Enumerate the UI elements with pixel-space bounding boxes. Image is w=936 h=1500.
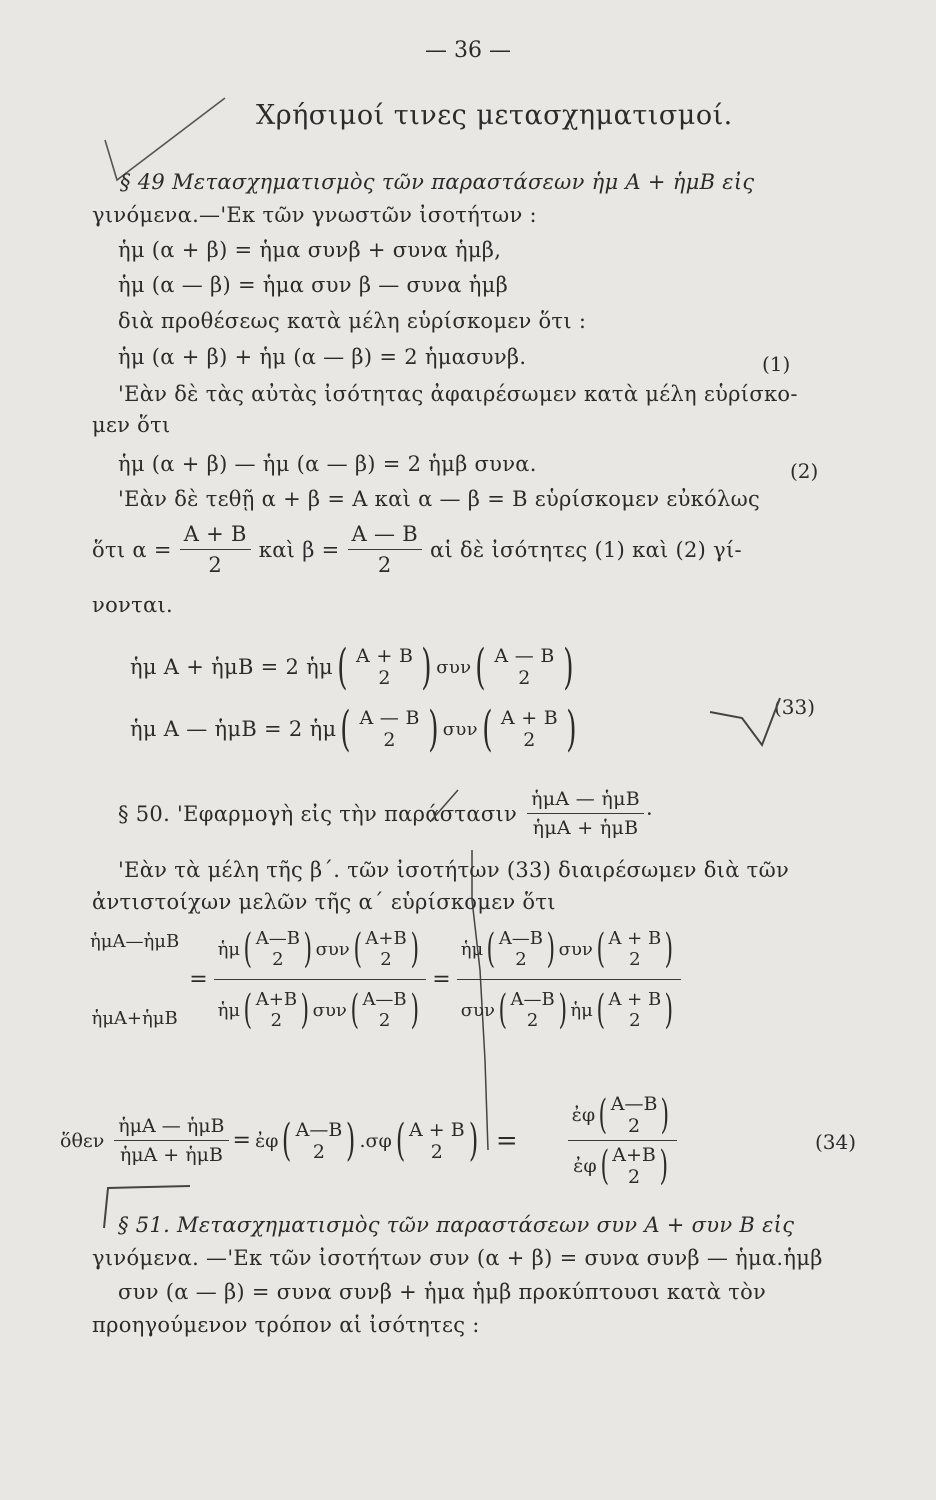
s49-text6: νονται. [92,593,173,617]
paren-open: ( [340,701,352,757]
formula-lhs: ἡμ Α — ἡμΒ = 2 ἡμ [130,717,337,741]
syn-label: συν [315,938,350,960]
frac-den: 2 [272,949,284,970]
formula-33a [130,639,578,695]
frac [499,928,543,970]
frac-bar [180,549,251,550]
s50-line [118,788,653,839]
paren-open: ( [598,1092,608,1138]
check-mark-icon [700,690,820,750]
page-number: — 36 — [425,38,511,63]
s49-text4: 'Εὰν δὲ τεθῇ α + β = Α καὶ α — β = Β εὑρίσκομεν εὐκόλως [118,487,761,511]
frac-den: 2 [518,667,531,689]
paren-open: ( [243,926,253,972]
hothen-lhs [114,1115,228,1166]
ratio-lhs [86,931,183,1029]
paren-open: ( [337,639,348,695]
paren-open: ( [243,987,253,1033]
s50-fraction [527,788,644,839]
formula-mid: συν [436,656,472,678]
frac-dot: · [646,801,653,826]
frac-den: 2 [312,1140,326,1163]
frac-num: ἡμΑ — ἡμΒ [118,1115,225,1137]
frac-bar [214,979,427,980]
s49-text2: 'Εὰν δὲ τὰς αὐτὰς ἰσότητας ἀφαιρέσωμεν κατὰ μέλη εὑρίσκο- [118,382,798,406]
paren-open: ( [395,1114,406,1166]
syn-label: συν [558,938,593,960]
eq-label-2: (2) [790,459,819,483]
frac-bar [457,979,681,980]
s51-line3: συν (α — β) = συνα συνβ + ἡμα ἡμβ προκύπτουσι κατὰ τὸν [118,1280,767,1304]
frac-den: 2 [515,949,527,970]
frac-den: 2 [383,729,396,751]
hothen-rhs [568,1093,677,1188]
paren-open: ( [282,1114,292,1166]
frac [612,1144,656,1188]
formula-mid: συν [442,718,478,740]
s51-line2: γινόμενα. —'Εκ τῶν ἰσοτήτων συν (α + β) = συνα συνβ — ἡμα.ἡμβ [92,1246,823,1270]
frac-num [457,928,681,976]
frac [409,1119,465,1163]
frac [355,707,423,751]
equals-sign: = [232,1128,251,1153]
hm-label: ἡμ [460,938,484,960]
paren-close: ) [410,987,419,1033]
paren-open: ( [350,987,359,1033]
eq-label-1: (1) [762,352,791,376]
frac-num: Α + Β [500,707,559,729]
eq-label-33: (33) [774,695,816,719]
frac-den: ἡμΑ + ἡμΒ [532,817,639,839]
frac-num: Α—Β [255,928,300,949]
frac [256,989,297,1031]
frac [608,928,661,970]
frac-num: Α—Β [610,1093,658,1115]
frac-den: 2 [270,1010,283,1031]
fraction-beta [348,522,422,577]
ratio-middle [214,928,427,1031]
frac [511,989,555,1031]
ratio-right [457,928,681,1031]
paren-close: ) [303,926,313,972]
frac [608,989,661,1031]
sf-label: σφ [365,1129,392,1152]
paren-close: ) [664,987,674,1033]
text5-kai: καὶ β = [258,537,340,562]
syn-label: συν [312,999,347,1021]
paren-open: ( [353,926,362,972]
equals-sign: = [432,967,451,992]
frac [611,1093,658,1137]
frac-num [214,928,427,976]
hm-label: ἡμ [217,938,241,960]
dot-sign: . [359,1129,366,1152]
paren-close: ) [346,1114,356,1166]
frac [256,928,300,970]
frac-num: ἡμΑ — ἡμΒ [531,788,640,810]
frac-den: 2 [629,1010,641,1031]
paren-open: ( [600,1143,609,1189]
paren-open: ( [482,701,493,757]
s50-heading: § 50. 'Εφαρμογὴ εἰς τὴν παράστασιν [118,801,518,826]
frac-den: 2 [378,1010,391,1031]
frac-den: 2 [208,553,223,577]
paren-close: ) [664,926,674,972]
equals-sign: = [189,967,208,992]
paren-open: ( [596,987,605,1033]
frac-bar [114,1140,228,1141]
paren-close: ) [659,1143,668,1189]
syn-label: συν [460,999,495,1021]
frac-num: Α+Β [255,989,298,1010]
frac-num: Α + Β [408,1118,465,1141]
frac-num: Α—Β [510,989,555,1010]
hothen-equation [60,1093,677,1188]
frac-num: Α—Β [498,928,544,949]
paren-open: ( [596,926,605,972]
frac-den: ἡμΑ + ἡμΒ [119,1144,223,1166]
frac [490,645,558,689]
s49-eq3: ἡμ (α + β) + ἡμ (α — β) = 2 ἡμασυνβ. [118,345,527,369]
ratio-equation [86,928,681,1031]
frac-num: Α—Β [295,1118,343,1141]
frac-num: Α—Β [362,989,407,1010]
equals-sign: = [495,1125,518,1156]
frac-num: Α — Β [351,522,418,546]
hm-label: ἡμ [570,999,593,1021]
frac-den: 2 [629,949,641,970]
frac-num: Α + Β [608,989,662,1010]
eq-label-34: (34) [815,1130,857,1154]
hm-label: ἡμ [217,999,241,1021]
s49-text5 [92,522,742,577]
frac-den: 2 [526,1010,539,1031]
paren-close: ) [546,926,556,972]
frac [362,989,406,1031]
frac-num: Α — Β [359,707,420,729]
frac [296,1119,343,1163]
frac-den: 2 [628,1166,641,1188]
s50-text1: 'Εὰν τὰ μέλη τῆς β΄. τῶν ἰσοτήτων (33) διαιρέσωμεν διὰ τῶν [118,858,790,882]
paren-open: ( [486,926,496,972]
text5-prefix: ὅτι α = [92,537,172,562]
frac [365,928,406,970]
paren-close: ) [421,639,432,695]
frac-den: 2 [378,667,391,689]
formula-lhs: ἡμ Α + ἡμΒ = 2 ἡμ [130,655,333,679]
paren-close: ) [410,926,419,972]
paren-close: ) [566,701,577,757]
section-title: Χρήσιμοί τινες μετασχηματισμοί. [256,100,733,131]
frac-den [214,983,427,1031]
text5-suffix: αἱ δὲ ἰσότητες (1) καὶ (2) γί- [429,537,742,562]
s51-line4: προηγούμενον τρόπον αἱ ἰσότητες : [92,1313,480,1337]
ef-label: ἐφ [254,1129,279,1152]
s49-line2: γινόμενα.—'Εκ τῶν γνωστῶν ἰσοτήτων : [92,203,537,227]
ef-label: ἐφ [571,1104,596,1126]
paren-open: ( [475,639,487,695]
frac-den [457,983,681,1031]
frac-den: 2 [377,553,392,577]
frac-den: 2 [523,729,536,751]
frac-bar [568,1140,677,1141]
s49-eq2: ἡμ (α — β) = ἡμα συν β — συνα ἡμβ [118,273,509,297]
paren-open: ( [498,987,507,1033]
paren-close: ) [660,1092,670,1138]
s49-text3: μεν ὅτι [92,413,171,437]
fraction-alpha [180,522,251,577]
frac-den: 2 [380,949,392,970]
frac-den [569,1144,675,1188]
frac-den: 2 [430,1140,443,1163]
frac-bar [527,813,644,814]
s49-text1: διὰ προθέσεως κατὰ μέλη εὑρίσκομεν ὅτι : [118,309,587,333]
s51-heading: § 51. Μετασχηματισμὸς τῶν παραστάσεων συν Α + συν Β εἰς [118,1213,795,1237]
frac-den: ἡμΑ+ἡμΒ [91,1007,178,1029]
formula-33b [130,701,581,757]
frac-num: Α + Β [608,928,662,949]
frac-den: 2 [628,1115,641,1137]
frac-num: Α + Β [183,522,247,546]
paren-close: ) [300,987,310,1033]
paren-close: ) [427,701,439,757]
s50-text2: ἀντιστοίχων μελῶν τῆς α΄ εὑρίσκομεν ὅτι [92,890,556,914]
ef-label: ἐφ [573,1155,597,1177]
s49-eq1: ἡμ (α + β) = ἡμα συνβ + συνα ἡμβ, [118,238,502,262]
frac-num: Α+Β [365,928,407,949]
s49-heading: § 49 Μετασχηματισμὸς τῶν παραστάσεων ἡμ A + ἡμB εἰς [120,170,755,194]
s49-eq4: ἡμ (α + β) — ἡμ (α — β) = 2 ἡμβ συνα. [118,452,537,476]
paren-close: ) [562,639,574,695]
frac-num: ἡμΑ—ἡμΒ [90,930,180,952]
frac-num [568,1093,677,1137]
frac [352,645,417,689]
frac [497,707,562,751]
paren-close: ) [558,987,567,1033]
frac-num: Α+Β [612,1144,656,1166]
frac-num: Α — Β [494,645,555,667]
frac-bar [348,549,422,550]
paren-close: ) [468,1114,478,1166]
hothen-word: ὅθεν [60,1129,105,1152]
frac-num: Α + Β [356,645,414,667]
